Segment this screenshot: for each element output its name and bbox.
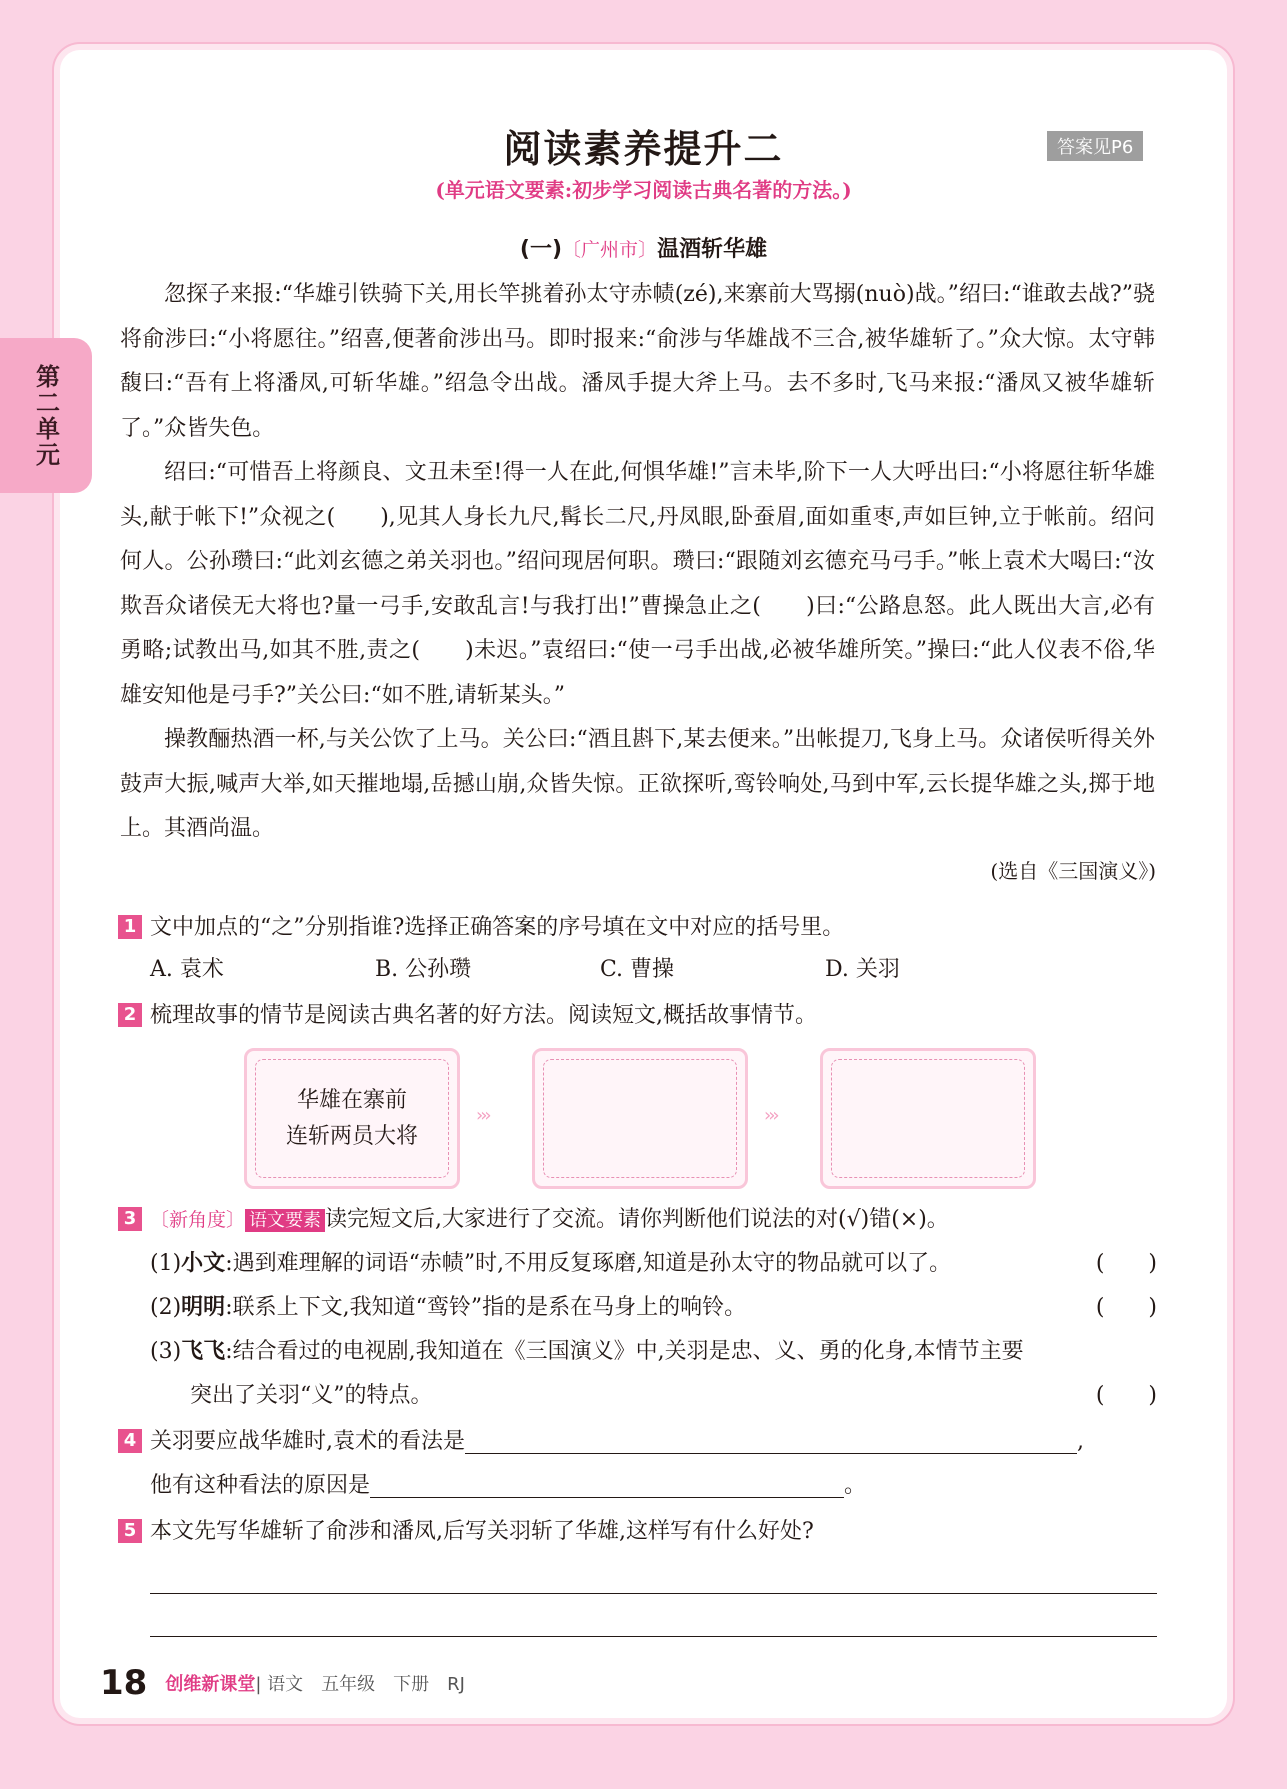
- plot-box-3-answer[interactable]: [820, 1048, 1036, 1189]
- new-angle-tag: 〔新角度〕: [150, 1209, 246, 1231]
- book-info: | 语文 五年级 下册 RJ: [255, 1674, 465, 1695]
- plot-box-line: 华雄在寨前: [296, 1087, 407, 1113]
- page-number: 18: [100, 1663, 148, 1703]
- question-text: 读完短文后,大家进行了交流。请你判断他们说法的对(√)错(×)。: [325, 1207, 949, 1232]
- question-5: [118, 1510, 1158, 1554]
- language-element-tag: 语文要素: [245, 1209, 325, 1232]
- answer-reference-badge: 答案见P6: [1047, 131, 1143, 161]
- question-number-badge: 5: [118, 1519, 142, 1543]
- reading-passage: [120, 273, 1155, 852]
- question-3: [118, 1198, 1158, 1243]
- option-c: C. 曹操: [600, 957, 675, 982]
- section-heading: [0, 232, 1287, 263]
- option-a: A. 袁术: [150, 957, 224, 982]
- brand-name: 创维新课堂: [165, 1674, 256, 1695]
- question-4: 4 关羽要应战华雄时,袁术的看法是 ,: [118, 1420, 1158, 1464]
- q3-item-1: (1)小文:遇到难理解的词语“赤帻”时,不用反复琢磨,知道是孙太守的物品就可以了。: [150, 1251, 952, 1276]
- q4-answer-blank-2[interactable]: [370, 1471, 844, 1498]
- q1-options: [150, 952, 1050, 983]
- page-title: 阅读素养提升二: [503, 127, 784, 171]
- unit-element-subtitle: (单元语文要素:初步学习阅读古典名著的方法。): [435, 178, 852, 202]
- passage-source: (选自《三国演义》): [990, 859, 1156, 883]
- question-number-badge: 3: [118, 1207, 142, 1231]
- option-d: D. 关羽: [825, 957, 900, 982]
- plot-box-1: [244, 1048, 460, 1189]
- question-text: 文中加点的“之”分别指谁?选择正确答案的序号填在文中对应的括号里。: [150, 915, 845, 940]
- section-region-tag: 〔广州市〕: [562, 239, 658, 261]
- passage-paragraph: 操教酾热酒一杯,与关公饮了上马。关公曰:“酒且斟下,某去便来。”出帐提刀,飞身上马。众诸侯听得关外鼓声大振,喊声大举,如天摧地塌,岳撼山崩,众皆失惊。正欲探听,鸾铃响处,马到中军,云长提华雄之头,掷于地上。其酒尚温。: [120, 727, 1155, 841]
- question-1: [118, 906, 1158, 950]
- q3-item-3: (3)飞飞:结合看过的电视剧,我知道在《三国演义》中,关羽是忠、义、勇的化身,本情节主要: [150, 1339, 1024, 1364]
- question-number-badge: 1: [118, 915, 142, 939]
- q5-answer-line-2[interactable]: [150, 1636, 1157, 1637]
- q4-answer-blank-1[interactable]: [465, 1427, 1077, 1454]
- question-text: 梳理故事的情节是阅读古典名著的好方法。阅读短文,概括故事情节。: [150, 1003, 817, 1028]
- unit-tab: 第二单元: [0, 338, 92, 493]
- arrow-icon: ›››: [476, 1105, 489, 1126]
- q3-answer-paren-2[interactable]: ( ): [1095, 1295, 1157, 1320]
- q5-answer-line-1[interactable]: [150, 1593, 1157, 1594]
- q3-item-3-cont: 突出了关羽“义”的特点。: [190, 1383, 433, 1408]
- plot-box-2-answer[interactable]: [532, 1048, 748, 1189]
- question-text: 关羽要应战华雄时,袁术的看法是: [150, 1429, 465, 1454]
- q3-item-2: (2)明明:联系上下文,我知道“鸾铃”指的是系在马身上的响铃。: [150, 1295, 747, 1320]
- section-number: (一): [519, 237, 563, 262]
- question-2: [118, 994, 1158, 1038]
- passage-paragraph: 忽探子来报:“华雄引铁骑下关,用长竿挑着孙太守赤帻(zé),来寨前大骂搦(nuò)战。”绍曰:“谁敢去战?”骁将俞涉曰:“小将愿往。”绍喜,便著俞涉出马。即时报来:“俞涉与华雄战不三合,被华雄斩了。”众大惊。太守韩馥曰:“吾有上将潘凤,可斩华雄。”绍急令出战。潘凤手提大斧上马。去不多时,飞马来报:“潘凤又被华雄斩了。”众皆失色。: [120, 282, 1155, 441]
- question-number-badge: 4: [118, 1429, 142, 1453]
- option-b: B. 公孙瓒: [375, 957, 472, 982]
- plot-box-line: 连斩两员大将: [285, 1123, 418, 1149]
- section-title: 温酒斩华雄: [657, 237, 768, 262]
- q3-answer-paren-1[interactable]: ( ): [1095, 1251, 1157, 1276]
- question-text: 本文先写华雄斩了俞涉和潘凤,后写关羽斩了华雄,这样写有什么好处?: [150, 1519, 814, 1544]
- question-number-badge: 2: [118, 1003, 142, 1027]
- page-footer: [100, 1663, 465, 1703]
- q3-answer-paren-3[interactable]: ( ): [1095, 1383, 1157, 1408]
- arrow-icon: ›››: [764, 1105, 777, 1126]
- q4-line-2: 他有这种看法的原因是 。: [150, 1473, 867, 1498]
- passage-paragraph: 绍曰:“可惜吾上将颜良、文丑未至!得一人在此,何惧华雄!”言未毕,阶下一人大呼出曰:“小将愿往斩华雄头,献于帐下!”众视之( ),见其人身长九尺,髯长二尺,丹凤眼,卧蚕眉,面如重枣,声如巨钟,立于帐前。绍问何人。公孙瓒曰:“此刘玄德之弟关羽也。”绍问现居何职。瓒曰:“跟随刘玄德充马弓手。”帐上袁术大喝曰:“汝欺吾众诸侯无大将也?量一弓手,安敢乱言!与我打出!”曹操急止之( )曰:“公路息怒。此人既出大言,必有勇略;试教出马,如其不胜,责之( )未迟。”袁绍曰:“使一弓手出战,必被华雄所笑。”操曰:“此人仪表不俗,华雄安知他是弓手?”关公曰:“如不胜,请斩某头。”: [120, 460, 1155, 708]
